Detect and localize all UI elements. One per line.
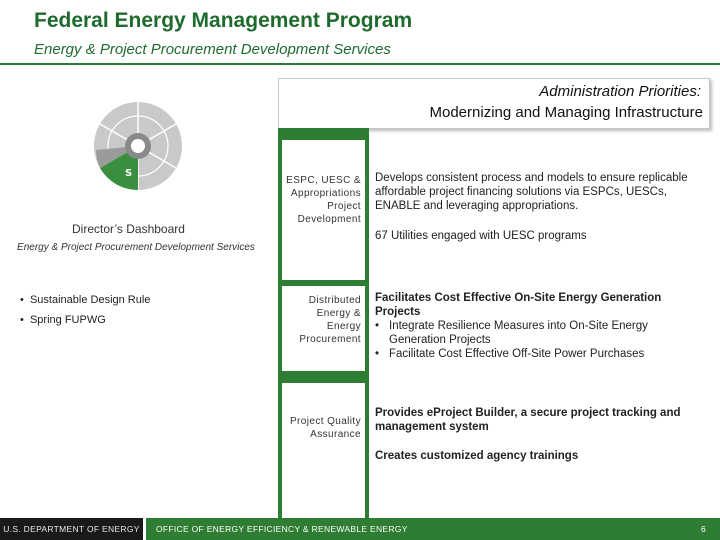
row-label-box	[282, 286, 365, 371]
slide-subtitle: Energy & Project Procurement Development Services	[34, 41, 391, 58]
list-item: • Facilitate Cost Effective Off-Site Power Purchases	[389, 347, 695, 361]
list-item: • Spring FUPWG	[20, 314, 106, 326]
slide-title: Federal Energy Management Program	[34, 9, 413, 32]
admin-priorities-box	[278, 78, 710, 129]
list-item: • Integrate Resilience Measures into On-Site Energy Generation Projects	[389, 319, 695, 347]
dashboard-subtitle: Energy & Project Procurement Development Services	[17, 242, 255, 253]
wheel-highlight-letter: S	[125, 168, 133, 179]
row-label: ESPC, UESC & Appropriations Project Development	[286, 175, 361, 225]
list-item: • Sustainable Design Rule	[20, 294, 151, 306]
admin-priorities-heading: Administration Priorities:	[539, 83, 701, 100]
row-heading: Facilitates Cost Effective On-Site Energy Generation Projects	[375, 292, 662, 318]
row-label: Project Quality Assurance	[289, 416, 361, 440]
row-description: Develops consistent process and models to ensure replicable affordable project financing solutions via ESPCs, UESCs, ENABLE and leveraging appropriations.	[375, 172, 688, 212]
row-label-box	[282, 140, 365, 280]
row-label: Distributed Energy & Energy Procurement	[299, 295, 361, 345]
row-description: Creates customized agency trainings	[375, 450, 579, 462]
dashboard-wheel-icon	[92, 100, 184, 192]
dashboard-label: Director’s Dashboard	[72, 222, 185, 236]
admin-priorities-text: Modernizing and Managing Infrastructure	[429, 104, 703, 121]
footer-bar	[146, 518, 720, 540]
bullet-list	[375, 319, 695, 361]
row-description	[375, 291, 695, 361]
page-number: 6	[700, 524, 706, 534]
footer-office: OFFICE OF ENERGY EFFICIENCY & RENEWABLE ENERGY	[156, 524, 408, 534]
header-divider	[0, 63, 720, 65]
footer-department: U.S. DEPARTMENT OF ENERGY	[0, 518, 143, 540]
row-label-box	[282, 383, 365, 518]
row-description: 67 Utilities engaged with UESC programs	[375, 230, 587, 242]
row-description: Provides eProject Builder, a secure project tracking and management system	[375, 407, 681, 433]
dashboard-list	[20, 294, 150, 334]
